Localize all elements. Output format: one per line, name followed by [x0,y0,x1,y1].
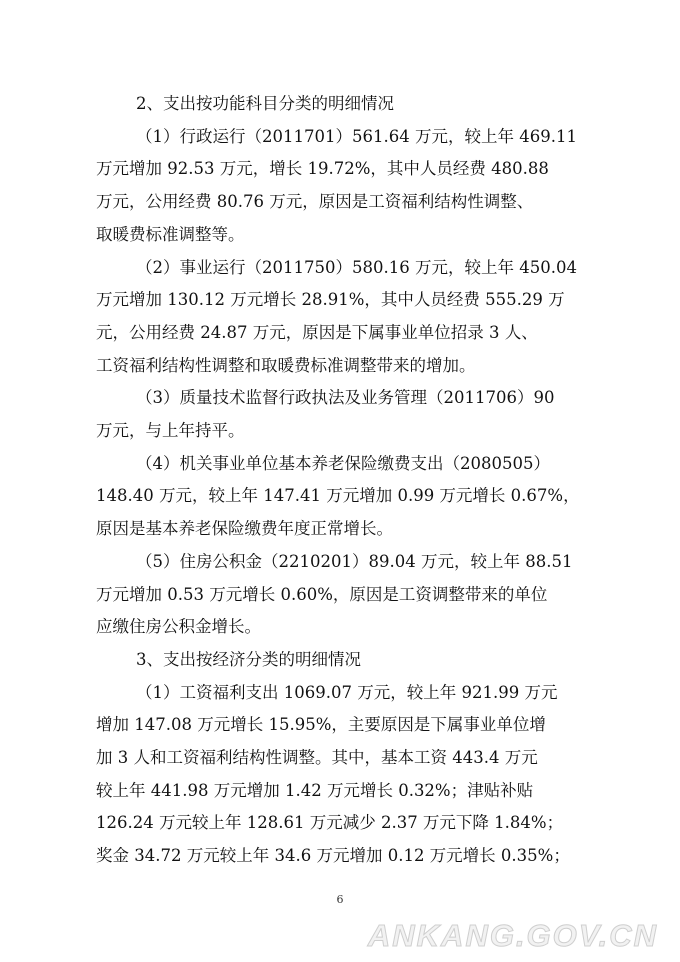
paragraph-line: 原因是基本养老保险缴费年度正常增长。 [96,519,393,539]
paragraph-line: （4）机关事业单位基本养老保险缴费支出（2080505） [136,453,550,473]
paragraph-line: （5）住房公积金（2210201）89.04 万元，较上年 88.51 [136,551,573,571]
paragraph-line: 增加 147.08 万元增长 15.95%，主要原因是下属事业单位增 [96,715,546,735]
paragraph-line: 万元，公用经费 80.76 万元，原因是工资福利结构性调整、 [96,192,534,212]
page-number: 6 [336,893,344,906]
paragraph-line: 126.24 万元较上年 128.61 万元减少 2.37 万元下降 1.84%； [96,813,564,833]
paragraph-line: 元，公用经费 24.87 万元，原因是下属事业单位招录 3 人、 [96,322,538,342]
paragraph-line: 较上年 441.98 万元增加 1.42 万元增长 0.32%；津贴补贴 [96,780,534,800]
paragraph-line: 万元增加 130.12 万元增长 28.91%，其中人员经费 555.29 万 [96,290,565,310]
paragraph-line: 加 3 人和工资福利结构性调整。其中，基本工资 443.4 万元 [96,748,538,768]
paragraph-line: 应缴住房公积金增长。 [96,617,261,637]
paragraph-line: 万元增加 0.53 万元增长 0.60%，原因是工资调整带来的单位 [96,584,548,604]
section-heading-2: 2、支出按功能科目分类的明细情况 [136,94,394,113]
paragraph-line: 奖金 34.72 万元较上年 34.6 万元增加 0.12 万元增长 0.35%； [96,846,570,866]
section-heading-3: 3、支出按经济分类的明细情况 [136,649,361,669]
document-body [96,88,582,873]
paragraph-line: （1）工资福利支出 1069.07 万元，较上年 921.99 万元 [136,682,558,702]
paragraph-line: （2）事业运行（2011750）580.16 万元，较上年 450.04 [136,257,577,277]
paragraph-line: 万元增加 92.53 万元，增长 19.72%，其中人员经费 480.88 [96,159,549,179]
paragraph-line: 148.40 万元，较上年 147.41 万元增加 0.99 万元增长 0.67%， [96,486,580,506]
site-watermark: ANKANG.GOV.CN [367,918,658,953]
paragraph-line: （3）质量技术监督行政执法及业务管理（2011706）90 [136,388,555,408]
paragraph-line: 工资福利结构性调整和取暖费标准调整带来的增加。 [96,355,476,375]
paragraph-line: 取暖费标准调整等。 [96,224,245,244]
paragraph-line: （1）行政运行（2011701）561.64 万元，较上年 469.11 [136,126,577,146]
paragraph-line: 万元，与上年持平。 [96,421,245,441]
